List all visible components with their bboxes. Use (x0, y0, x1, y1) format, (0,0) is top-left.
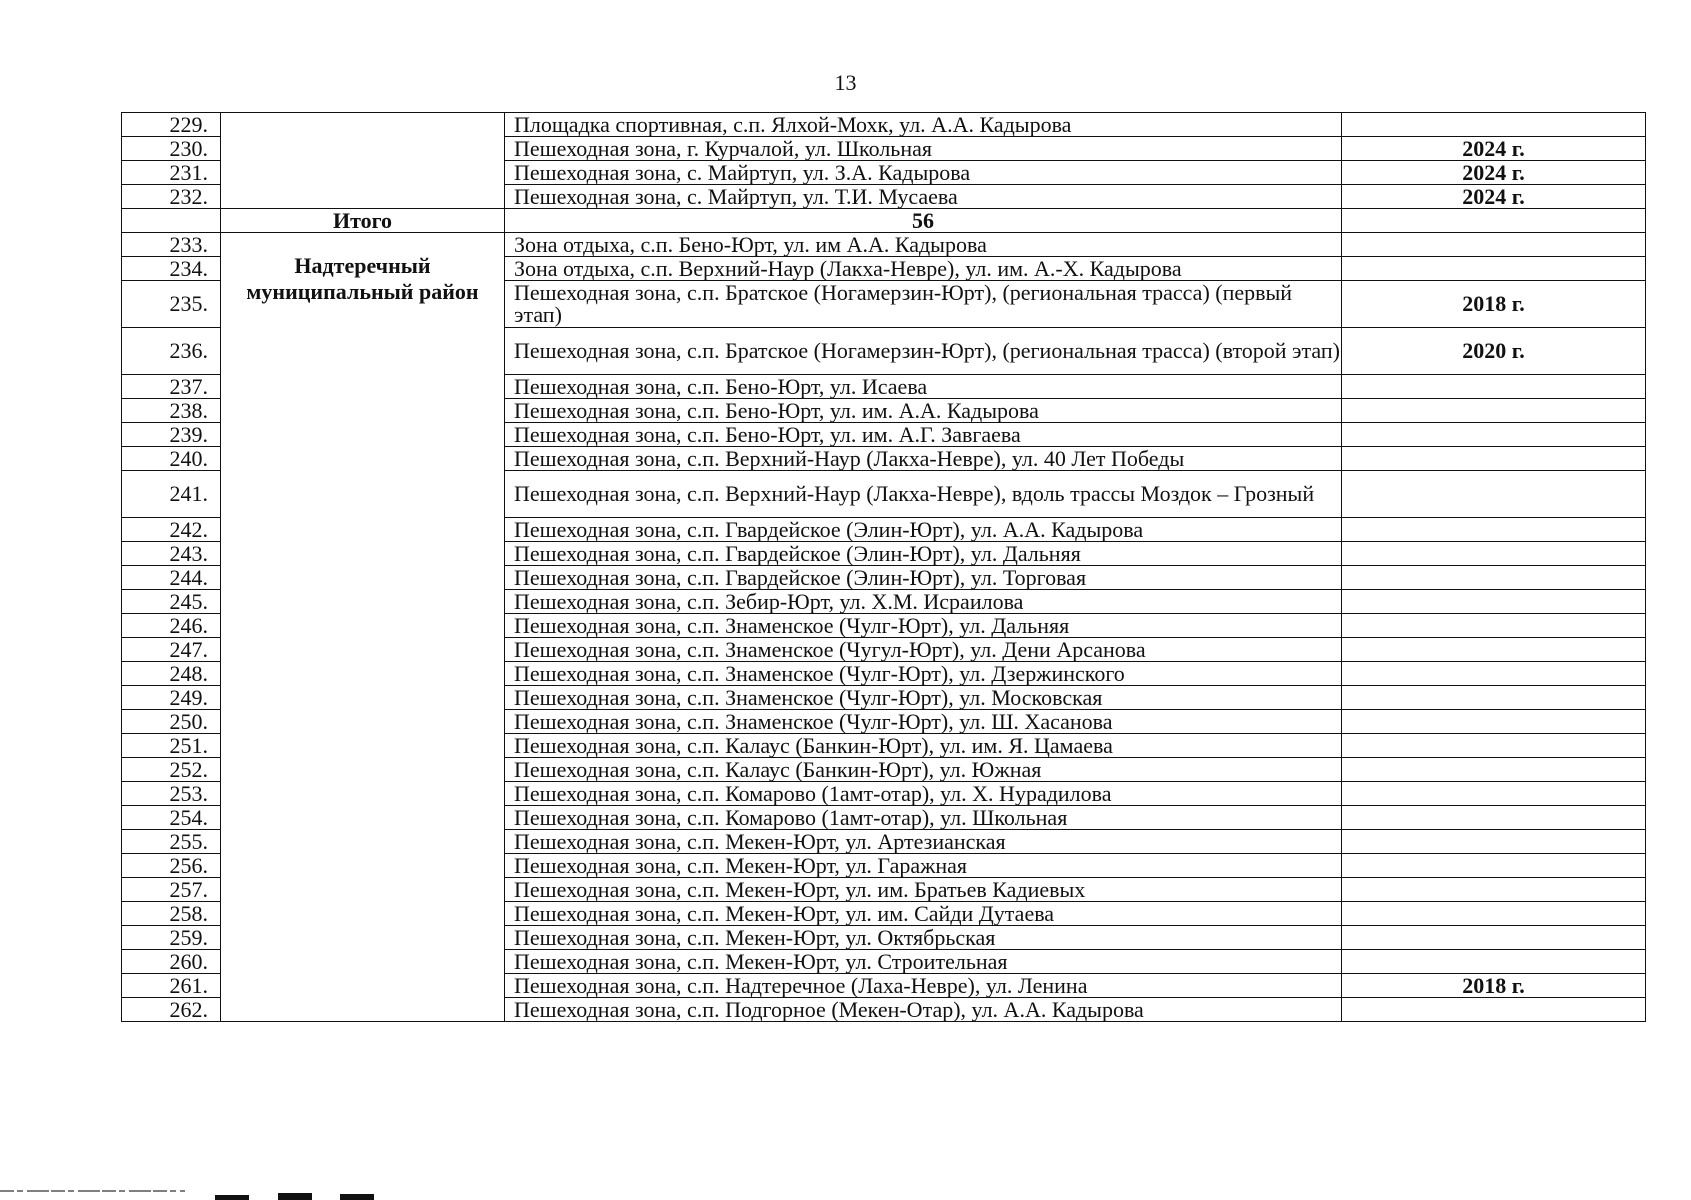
implementation-year (1342, 113, 1646, 137)
object-description: Пешеходная зона, с.п. Братское (Ногамерзин-Юрт), (региональная трасса) (первый этап) (505, 281, 1342, 328)
row-number: 257. (122, 878, 221, 902)
object-description: Пешеходная зона, с.п. Комарово (1амт-отар), ул. Х. Нурадилова (505, 782, 1342, 806)
object-description: Пешеходная зона, с.п. Мекен-Юрт, ул. им. Братьев Кадиевых (505, 878, 1342, 902)
implementation-year: 2018 г. (1342, 974, 1646, 998)
implementation-year (1342, 542, 1646, 566)
object-description: Пешеходная зона, с.п. Комарово (1амт-отар), ул. Школьная (505, 806, 1342, 830)
row-number: 233. (122, 233, 221, 257)
object-description: Пешеходная зона, с.п. Мекен-Юрт, ул. им. Сайди Дутаева (505, 902, 1342, 926)
objects-table-body (122, 113, 1646, 1022)
scan-artifact-marks (0, 1186, 400, 1200)
row-number: 230. (122, 137, 221, 161)
implementation-year: 2024 г. (1342, 185, 1646, 209)
row-number: 242. (122, 518, 221, 542)
object-description: Пешеходная зона, с.п. Подгорное (Мекен-Отар), ул. А.А. Кадырова (505, 998, 1342, 1022)
object-description: Пешеходная зона, с.п. Бено-Юрт, ул. Исаева (505, 375, 1342, 399)
row-number: 261. (122, 974, 221, 998)
object-description: Пешеходная зона, с.п. Знаменское (Чугул-Юрт), ул. Дени Арсанова (505, 638, 1342, 662)
row-number: 238. (122, 399, 221, 423)
object-description: Пешеходная зона, с.п. Знаменское (Чулг-Юрт), ул. Ш. Хасанова (505, 710, 1342, 734)
row-number: 243. (122, 542, 221, 566)
implementation-year (1342, 471, 1646, 518)
row-number: 247. (122, 638, 221, 662)
row-number: 232. (122, 185, 221, 209)
object-description: Пешеходная зона, с.п. Знаменское (Чулг-Юрт), ул. Московская (505, 686, 1342, 710)
object-description: Пешеходная зона, с.п. Бено-Юрт, ул. им. А.А. Кадырова (505, 399, 1342, 423)
row-number: 234. (122, 257, 221, 281)
row-number: 255. (122, 830, 221, 854)
object-description: Пешеходная зона, с.п. Мекен-Юрт, ул. Строительная (505, 950, 1342, 974)
implementation-year: 2024 г. (1342, 161, 1646, 185)
object-description: Пешеходная зона, с.п. Калаус (Банкин-Юрт), ул. Южная (505, 758, 1342, 782)
object-description: Пешеходная зона, с.п. Мекен-Юрт, ул. Гаражная (505, 854, 1342, 878)
implementation-year (1342, 926, 1646, 950)
total-label: Итого (221, 209, 505, 233)
implementation-year (1342, 375, 1646, 399)
total-row (122, 209, 1646, 233)
implementation-year (1342, 447, 1646, 471)
object-description: Пешеходная зона, с.п. Гвардейское (Элин-Юрт), ул. Торговая (505, 566, 1342, 590)
row-number: 245. (122, 590, 221, 614)
implementation-year (1342, 590, 1646, 614)
object-description: Пешеходная зона, с.п. Надтеречное (Лаха-Невре), ул. Ленина (505, 974, 1342, 998)
total-value: 56 (505, 209, 1342, 233)
row-number: 258. (122, 902, 221, 926)
implementation-year (1342, 902, 1646, 926)
implementation-year (1342, 758, 1646, 782)
row-number: 251. (122, 734, 221, 758)
table-row (122, 113, 1646, 137)
row-number: 249. (122, 686, 221, 710)
row-number: 256. (122, 854, 221, 878)
object-description: Пешеходная зона, г. Курчалой, ул. Школьная (505, 137, 1342, 161)
implementation-year (1342, 233, 1646, 257)
row-number: 248. (122, 662, 221, 686)
district-cell-empty (221, 113, 505, 209)
object-description: Пешеходная зона, с.п. Братское (Ногамерзин-Юрт), (региональная трасса) (второй этап) (505, 328, 1342, 375)
implementation-year (1342, 950, 1646, 974)
implementation-year (1342, 518, 1646, 542)
object-description: Пешеходная зона, с. Майртуп, ул. З.А. Кадырова (505, 161, 1342, 185)
implementation-year: 2020 г. (1342, 328, 1646, 375)
table-row (122, 233, 1646, 257)
row-number: 252. (122, 758, 221, 782)
row-number: 236. (122, 328, 221, 375)
object-description: Площадка спортивная, с.п. Ялхой-Мохк, ул. А.А. Кадырова (505, 113, 1342, 137)
object-description: Пешеходная зона, с. Майртуп, ул. Т.И. Мусаева (505, 185, 1342, 209)
row-number: 254. (122, 806, 221, 830)
implementation-year (1342, 782, 1646, 806)
implementation-year: 2024 г. (1342, 137, 1646, 161)
row-number: 260. (122, 950, 221, 974)
object-description: Пешеходная зона, с.п. Знаменское (Чулг-Юрт), ул. Дзержинского (505, 662, 1342, 686)
implementation-year (1342, 998, 1646, 1022)
implementation-year (1342, 423, 1646, 447)
implementation-year (1342, 830, 1646, 854)
row-number: 241. (122, 471, 221, 518)
object-description: Пешеходная зона, с.п. Верхний-Наур (Лакха-Невре), вдоль трассы Моздок – Грозный (505, 471, 1342, 518)
page-number: 13 (834, 70, 857, 95)
total-num-empty (122, 209, 221, 233)
object-description: Пешеходная зона, с.п. Калаус (Банкин-Юрт), ул. им. Я. Цамаева (505, 734, 1342, 758)
object-description: Пешеходная зона, с.п. Зебир-Юрт, ул. Х.М. Исраилова (505, 590, 1342, 614)
row-number: 259. (122, 926, 221, 950)
district-name: Надтеречный муниципальный район (221, 233, 505, 1022)
object-description: Пешеходная зона, с.п. Мекен-Юрт, ул. Артезианская (505, 830, 1342, 854)
row-number: 231. (122, 161, 221, 185)
row-number: 262. (122, 998, 221, 1022)
object-description: Пешеходная зона, с.п. Бено-Юрт, ул. им. А.Г. Завгаева (505, 423, 1342, 447)
objects-table (121, 112, 1646, 1022)
row-number: 240. (122, 447, 221, 471)
object-description: Зона отдыха, с.п. Бено-Юрт, ул. им А.А. Кадырова (505, 233, 1342, 257)
row-number: 253. (122, 782, 221, 806)
implementation-year (1342, 710, 1646, 734)
row-number: 235. (122, 281, 221, 328)
implementation-year (1342, 399, 1646, 423)
row-number: 239. (122, 423, 221, 447)
object-description: Пешеходная зона, с.п. Гвардейское (Элин-Юрт), ул. А.А. Кадырова (505, 518, 1342, 542)
row-number: 237. (122, 375, 221, 399)
implementation-year (1342, 257, 1646, 281)
object-description: Пешеходная зона, с.п. Верхний-Наур (Лакха-Невре), ул. 40 Лет Победы (505, 447, 1342, 471)
object-description: Пешеходная зона, с.п. Мекен-Юрт, ул. Октябрьская (505, 926, 1342, 950)
implementation-year (1342, 734, 1646, 758)
implementation-year (1342, 614, 1646, 638)
implementation-year (1342, 854, 1646, 878)
object-description: Пешеходная зона, с.п. Знаменское (Чулг-Юрт), ул. Дальняя (505, 614, 1342, 638)
implementation-year (1342, 686, 1646, 710)
implementation-year (1342, 566, 1646, 590)
row-number: 244. (122, 566, 221, 590)
implementation-year (1342, 662, 1646, 686)
object-description: Пешеходная зона, с.п. Гвардейское (Элин-Юрт), ул. Дальняя (505, 542, 1342, 566)
object-description: Зона отдыха, с.п. Верхний-Наур (Лакха-Невре), ул. им. А.-Х. Кадырова (505, 257, 1342, 281)
implementation-year (1342, 878, 1646, 902)
total-year-empty (1342, 209, 1646, 233)
row-number: 250. (122, 710, 221, 734)
implementation-year (1342, 638, 1646, 662)
implementation-year: 2018 г. (1342, 281, 1646, 328)
row-number: 229. (122, 113, 221, 137)
implementation-year (1342, 806, 1646, 830)
row-number: 246. (122, 614, 221, 638)
